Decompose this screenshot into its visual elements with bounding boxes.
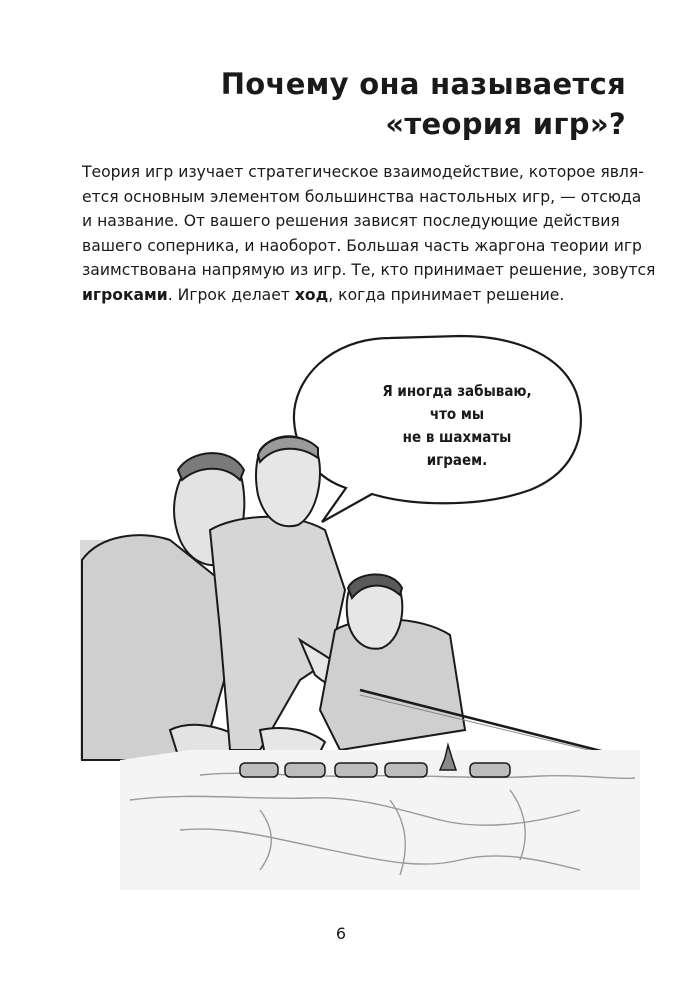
bubble-line-1: Я иногда забываю, [382,382,532,400]
page-title [221,64,626,144]
bubble-line-3: не в шахматы [402,428,512,446]
comic-illustration [60,330,640,890]
body-line-3: и название. От вашего решения зависят последующие действия [82,212,620,231]
body-line-4: вашего соперника, и наоборот. Большая часть жаргона теории игр [82,236,642,255]
speech-bubble-text [362,380,552,472]
page-number: 6 [335,924,347,943]
term-players: игроками [82,285,168,304]
body-line-6-mid: . Игрок делает [167,285,295,304]
bubble-line-2: что мы [429,405,485,423]
body-paragraph [82,160,656,308]
body-line-5: заимствована напрямую из игр. Те, кто принимает решение, зовутся [82,261,656,280]
map-table [120,750,640,890]
body-line-6 [82,283,622,308]
title-line-2: «теория игр»? [385,107,626,141]
bubble-line-4: играем. [426,451,488,469]
body-line-2: ется основным элементом большинства настольных игр, — отсюда [82,187,642,206]
term-move: ход [294,285,329,304]
body-line-6-end: , когда принимает решение. [328,285,565,304]
title-line-1: Почему она называется [220,67,626,101]
body-line-1: Теория игр изучает стратегическое взаимодействие, которое явля- [82,163,644,181]
